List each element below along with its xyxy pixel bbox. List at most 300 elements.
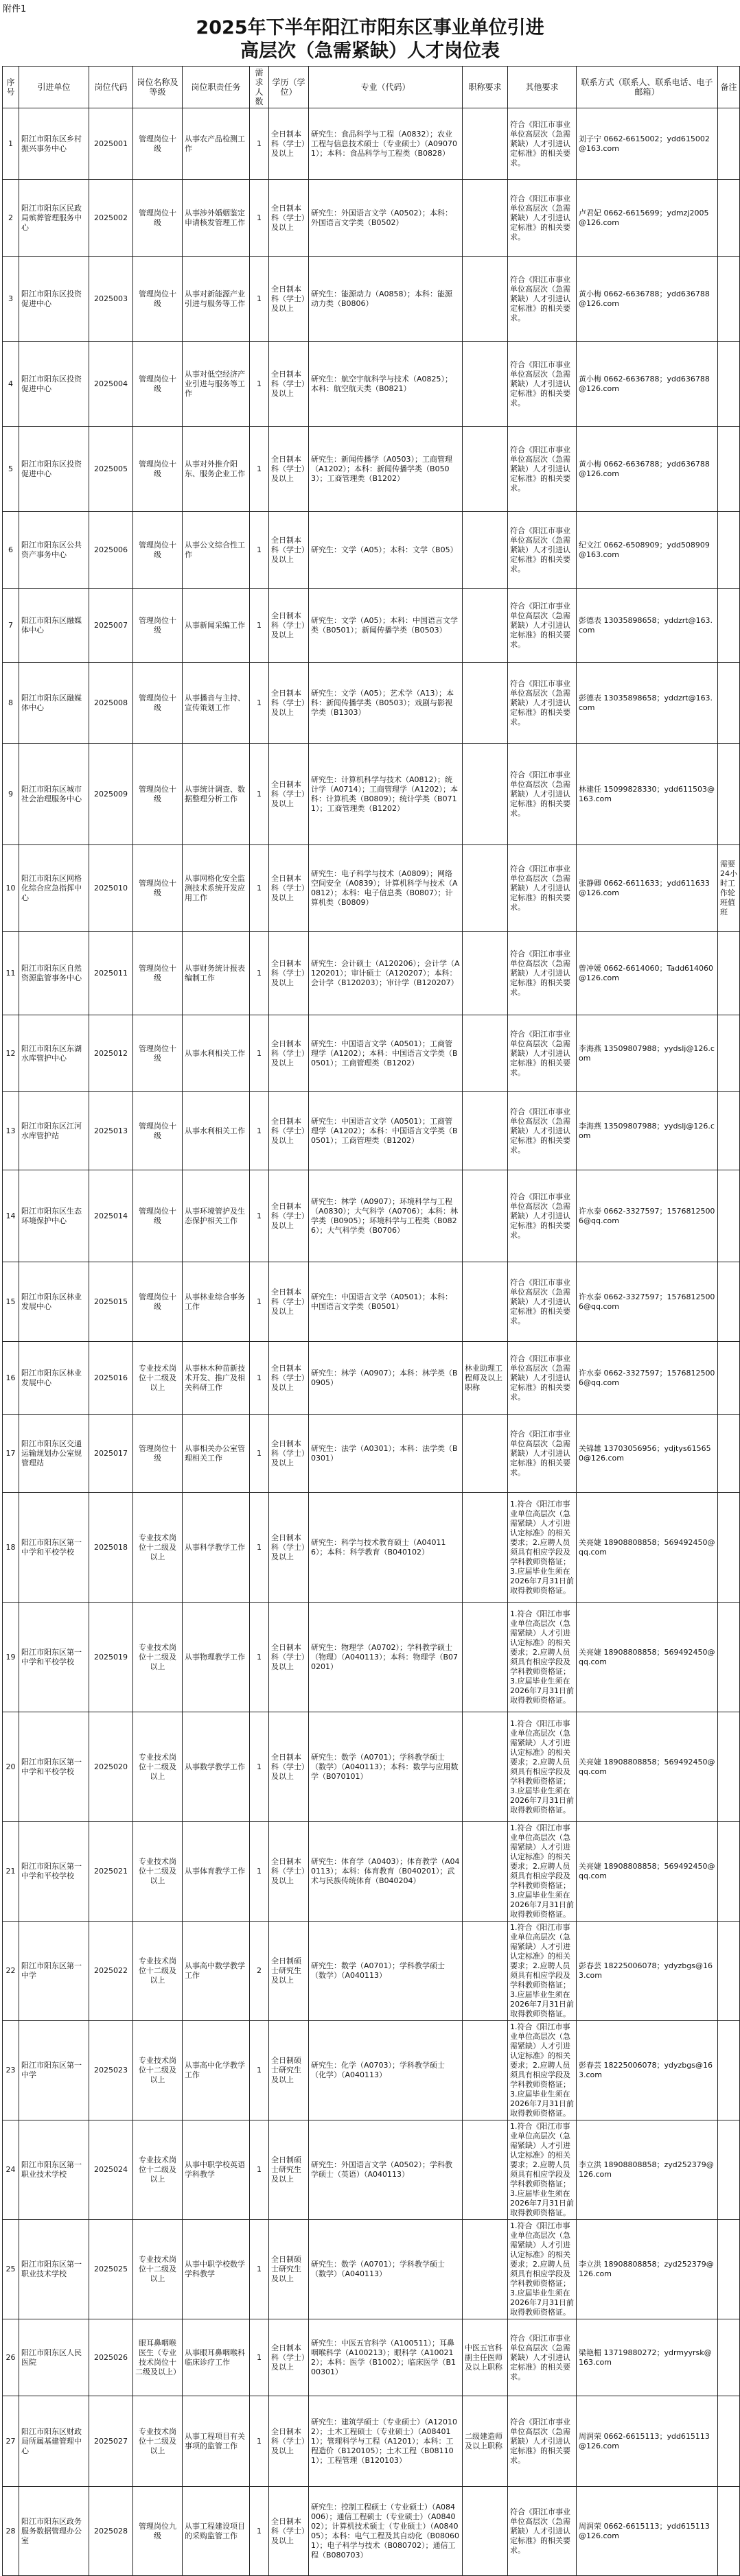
cell-title-req [463, 663, 508, 744]
cell-contact: 彭春芸 18225006078；ydyzbgs@163.com [577, 1922, 718, 2021]
cell-edu: 全日制本科（学士）及以上 [269, 845, 309, 932]
col-header-duty: 岗位职责任务 [183, 67, 250, 108]
cell-post: 管理岗位十级 [133, 845, 183, 932]
cell-num: 2 [250, 1922, 269, 2021]
cell-major: 研究生：科学与技术教育硕士（A040116）；本科：科学教育（B040102） [309, 1493, 463, 1603]
cell-post: 管理岗位十级 [133, 1092, 183, 1170]
cell-duty: 从事新闻采编工作 [183, 589, 250, 663]
cell-duty: 从事体育教学工作 [183, 1822, 250, 1922]
cell-no: 17 [3, 1415, 19, 1493]
cell-num: 1 [250, 1342, 269, 1415]
cell-remark [718, 257, 740, 342]
cell-remark [718, 1712, 740, 1822]
cell-code: 2025018 [89, 1493, 133, 1603]
cell-edu: 全日制本科（学士）及以上 [269, 1342, 309, 1415]
cell-major: 研究生：化学（A0703）；学科教学硕士（化学）（A040113） [309, 2021, 463, 2120]
cell-num: 1 [250, 427, 269, 512]
cell-num: 1 [250, 342, 269, 427]
cell-num: 1 [250, 744, 269, 845]
cell-major: 研究生：计算机科学与技术（A0812）；统计学（A0714）；工商管理学（A1202）；本科：计算机类（B0809）；统计学类（B0711）；工商管理类（B1202） [309, 744, 463, 845]
cell-major: 研究生：数学（A0701）；学科教学硕士（数学）（A040113）；本科：数学与应用数学（B070101） [309, 1712, 463, 1822]
cell-contact: 林建任 15099828330；ydd611503@163.com [577, 744, 718, 845]
col-header-unit: 引进单位 [19, 67, 89, 108]
cell-num: 1 [250, 2021, 269, 2120]
cell-num: 1 [250, 1170, 269, 1262]
cell-title-req [463, 845, 508, 932]
cell-no: 21 [3, 1822, 19, 1922]
cell-code: 2025023 [89, 2021, 133, 2120]
cell-major: 研究生：食品科学与工程（A0832）；农业工程与信息技术硕士（专业硕士）（A090701）；本科：食品科学与工程类（B0828） [309, 108, 463, 180]
cell-other: 符合《阳江市事业单位高层次（急需紧缺）人才引进认定标准》的相关要求。 [508, 663, 577, 744]
table-row [3, 512, 740, 589]
cell-title-req [463, 1712, 508, 1822]
cell-remark [718, 1015, 740, 1092]
cell-major: 研究生：新闻传播学（A0503）；工商管理（A1202）；本科：新闻传播学类（B0503）；工商管理类（B1202） [309, 427, 463, 512]
cell-major: 研究生：外国语言文学（A0502）；学科教学硕士（英语）（A040113） [309, 2120, 463, 2220]
cell-title-req [463, 1262, 508, 1342]
table-row [3, 108, 740, 180]
cell-num: 1 [250, 2487, 269, 2576]
col-header-no: 序号 [3, 67, 19, 108]
cell-duty: 从事水利相关工作 [183, 1015, 250, 1092]
cell-code: 2025011 [89, 932, 133, 1015]
cell-edu: 全日制硕士研究生及以上 [269, 1922, 309, 2021]
cell-title-req [463, 2021, 508, 2120]
cell-post: 管理岗位十级 [133, 1015, 183, 1092]
cell-major: 研究生：中国语言文学（A0501）；工商管理学（A1202）；本科：中国语言文学类（B0501）；工商管理类（B1202） [309, 1015, 463, 1092]
table-row [3, 589, 740, 663]
cell-no: 28 [3, 2487, 19, 2576]
table-row [3, 1015, 740, 1092]
cell-contact: 周润荣 0662-6615113；ydd615113@126.com [577, 2487, 718, 2576]
cell-post: 管理岗位十级 [133, 1415, 183, 1493]
cell-major: 研究生：物理学（A0702）；学科教学硕士（物理）（A040113）；本科：物理学（B070201） [309, 1603, 463, 1712]
cell-contact: 李海燕 13509807988；yydslj@126.com [577, 1092, 718, 1170]
cell-duty: 从事相关办公室管理相关工作 [183, 1415, 250, 1493]
cell-code: 2025020 [89, 1712, 133, 1822]
cell-no: 3 [3, 257, 19, 342]
cell-other: 符合《阳江市事业单位高层次（急需紧缺）人才引进认定标准》的相关要求。 [508, 1262, 577, 1342]
cell-remark [718, 427, 740, 512]
cell-post: 专业技术岗位十二级及以上 [133, 1822, 183, 1922]
cell-num: 1 [250, 180, 269, 257]
cell-contact: 关亮婕 18908808858；569492450@qq.com [577, 1822, 718, 1922]
cell-post: 管理岗位十级 [133, 1262, 183, 1342]
col-header-other: 其他要求 [508, 67, 577, 108]
cell-other: 符合《阳江市事业单位高层次（急需紧缺）人才引进认定标准》的相关要求。 [508, 932, 577, 1015]
cell-major: 研究生：建筑学硕士（专业硕士）（A120102）；土木工程硕士（专业硕士）（A084011）；管理科学与工程（A1201）；本科：工程造价（B120105）；土木工程（B081101）；工程管理（B120103） [309, 2396, 463, 2487]
cell-title-req [463, 2220, 508, 2319]
cell-code: 2025003 [89, 257, 133, 342]
cell-contact: 关亮婕 18908808858；569492450@qq.com [577, 1493, 718, 1603]
table-row [3, 2487, 740, 2576]
cell-remark [718, 744, 740, 845]
cell-edu: 全日制硕士研究生及以上 [269, 2220, 309, 2319]
cell-post: 专业技术岗位十二级及以上 [133, 2220, 183, 2319]
cell-unit: 阳江市阳东区政务服务数据管理办公室 [19, 2487, 89, 2576]
cell-major: 研究生：会计硕士（A120206）；会计学（A120201）；审计硕士（A120207）；本科：会计学（B120203）；审计学（B120207） [309, 932, 463, 1015]
cell-edu: 全日制本科（学士）及以上 [269, 1415, 309, 1493]
cell-code: 2025027 [89, 2396, 133, 2487]
cell-other: 1.符合《阳江市事业单位高层次（急需紧缺）人才引进认定标准》的相关要求；2.应聘人员须具有相应学段及学科教师资格证；3.应届毕业生须在2026年7月31日前取得教师资格证。 [508, 2120, 577, 2220]
cell-unit: 阳江市阳东区网格化综合应急指挥中心 [19, 845, 89, 932]
cell-unit: 阳江市阳东区投资促进中心 [19, 427, 89, 512]
cell-unit: 阳江市阳东区财政局所属基建管理中心 [19, 2396, 89, 2487]
cell-no: 27 [3, 2396, 19, 2487]
cell-duty: 从事涉外婚姻鉴定申请核发管理工作 [183, 180, 250, 257]
cell-code: 2025013 [89, 1092, 133, 1170]
table-row [3, 1092, 740, 1170]
cell-remark [718, 932, 740, 1015]
cell-contact: 李立洪 18908808858；zyd252379@126.com [577, 2120, 718, 2220]
cell-remark [718, 2396, 740, 2487]
cell-post: 专业技术岗位十二级及以上 [133, 2021, 183, 2120]
table-row [3, 1712, 740, 1822]
cell-post: 管理岗位九级 [133, 2487, 183, 2576]
cell-title-req [463, 1493, 508, 1603]
cell-edu: 全日制本科（学士）及以上 [269, 1712, 309, 1822]
cell-contact: 彭德表 13035898658；yddzrt@163.com [577, 663, 718, 744]
cell-contact: 关亮婕 18908808858；569492450@qq.com [577, 1603, 718, 1712]
cell-major: 研究生：法学（A0301）；本科：法学类（B0301） [309, 1415, 463, 1493]
cell-post: 管理岗位十级 [133, 589, 183, 663]
col-header-title-req: 职称要求 [463, 67, 508, 108]
cell-contact: 纪文江 0662-6508909；ydd508909@163.com [577, 512, 718, 589]
cell-other: 符合《阳江市事业单位高层次（急需紧缺）人才引进认定标准》的相关要求。 [508, 2487, 577, 2576]
cell-unit: 阳江市阳东区东湖水库管护中心 [19, 1015, 89, 1092]
cell-duty: 从事高中化学教学工作 [183, 2021, 250, 2120]
col-header-code: 岗位代码 [89, 67, 133, 108]
cell-code: 2025026 [89, 2319, 133, 2396]
cell-code: 2025008 [89, 663, 133, 744]
cell-contact: 许水泰 0662-3327597；15768125006@qq.com [577, 1262, 718, 1342]
page-title: 2025年下半年阳江市阳东区事业单位引进 [196, 17, 544, 38]
cell-code: 2025016 [89, 1342, 133, 1415]
cell-other: 符合《阳江市事业单位高层次（急需紧缺）人才引进认定标准》的相关要求。 [508, 257, 577, 342]
cell-title-req [463, 1822, 508, 1922]
cell-unit: 阳江市阳东区融媒体中心 [19, 589, 89, 663]
cell-unit: 阳江市阳东区林业发展中心 [19, 1262, 89, 1342]
cell-remark [718, 180, 740, 257]
cell-post: 管理岗位十级 [133, 257, 183, 342]
cell-unit: 阳江市阳东区第一中学 [19, 1922, 89, 2021]
cell-post: 管理岗位十级 [133, 342, 183, 427]
cell-post: 管理岗位十级 [133, 108, 183, 180]
cell-code: 2025012 [89, 1015, 133, 1092]
cell-num: 1 [250, 845, 269, 932]
cell-major: 研究生：航空宇航科学与技术（A0825）；本科：航空航天类（B0821） [309, 342, 463, 427]
cell-duty: 从事财务统计报表编制工作 [183, 932, 250, 1015]
cell-remark [718, 2220, 740, 2319]
cell-unit: 阳江市阳东区第一职业技术学校 [19, 2120, 89, 2220]
cell-no: 12 [3, 1015, 19, 1092]
cell-remark [718, 2319, 740, 2396]
cell-no: 20 [3, 1712, 19, 1822]
cell-edu: 全日制本科（学士）及以上 [269, 1170, 309, 1262]
cell-title-req [463, 108, 508, 180]
cell-post: 专业技术岗位十二级及以上 [133, 2120, 183, 2220]
cell-title-req [463, 2120, 508, 2220]
cell-major: 研究生：中国语言文学（A0501）；工商管理学（A1202）；本科：中国语言文学类（B0501）；工商管理类（B1202） [309, 1092, 463, 1170]
cell-num: 1 [250, 1015, 269, 1092]
cell-no: 7 [3, 589, 19, 663]
cell-unit: 阳江市阳东区第一中学和平校学校 [19, 1493, 89, 1603]
cell-title-req [463, 744, 508, 845]
cell-code: 2025014 [89, 1170, 133, 1262]
cell-contact: 曾冲媛 0662-6614060；Tadd614060@126.com [577, 932, 718, 1015]
cell-major: 研究生：林学（A0907）；环境科学与工程（A0830）；大气科学（A0706）；本科：林学类（B0905）；环境科学与工程类（B0826）；大气科学类（B0706） [309, 1170, 463, 1262]
cell-unit: 阳江市阳东区自然资源监管事务中心 [19, 932, 89, 1015]
cell-major: 研究生：文学（A05）；艺术学（A13）；本科：新闻传播学类（B0503）；戏剧与影视学类（B1303） [309, 663, 463, 744]
cell-title-req [463, 427, 508, 512]
table-row [3, 1922, 740, 2021]
table-row [3, 1415, 740, 1493]
cell-duty: 从事数学教学工作 [183, 1712, 250, 1822]
table-body [3, 108, 740, 2576]
cell-major: 研究生：中医五官科学（A100511）；耳鼻咽喉科学（A100213）；眼科学（A100212）；本科：医学（B1002）；临床医学（B100301） [309, 2319, 463, 2396]
table-row [3, 180, 740, 257]
cell-edu: 全日制本科（学士）及以上 [269, 1493, 309, 1603]
cell-title-req [463, 1015, 508, 1092]
cell-unit: 阳江市阳东区投资促进中心 [19, 342, 89, 427]
cell-unit: 阳江市阳东区第一中学和平校学校 [19, 1712, 89, 1822]
table-row [3, 744, 740, 845]
cell-remark [718, 2120, 740, 2220]
table-row [3, 427, 740, 512]
table-row [3, 1493, 740, 1603]
cell-post: 管理岗位十级 [133, 1170, 183, 1262]
cell-num: 1 [250, 2120, 269, 2220]
cell-post: 专业技术岗位十二级及以上 [133, 1493, 183, 1603]
cell-title-req [463, 342, 508, 427]
cell-no: 25 [3, 2220, 19, 2319]
col-header-remark: 备注 [718, 67, 740, 108]
table-row [3, 2220, 740, 2319]
cell-remark [718, 1342, 740, 1415]
cell-duty: 从事工程建设项目的采购监管工作 [183, 2487, 250, 2576]
cell-num: 1 [250, 1262, 269, 1342]
cell-title-req [463, 1415, 508, 1493]
table-row [3, 2120, 740, 2220]
cell-code: 2025021 [89, 1822, 133, 1922]
cell-duty: 从事工程项目有关事项的监管工作 [183, 2396, 250, 2487]
cell-remark [718, 2021, 740, 2120]
cell-code: 2025005 [89, 427, 133, 512]
cell-edu: 全日制本科（学士）及以上 [269, 932, 309, 1015]
cell-major: 研究生：电子科学与技术（A0809）；网络空间安全（A0839）；计算机科学与技术（A0812）；本科：电子信息类（B0807）；计算机类（B0809） [309, 845, 463, 932]
cell-title-req: 林业助理工程师及以上职称 [463, 1342, 508, 1415]
cell-unit: 阳江市阳东区人民医院 [19, 2319, 89, 2396]
cell-other: 符合《阳江市事业单位高层次（急需紧缺）人才引进认定标准》的相关要求。 [508, 1170, 577, 1262]
cell-unit: 阳江市阳东区城市社会治理服务中心 [19, 744, 89, 845]
cell-code: 2025006 [89, 512, 133, 589]
cell-no: 9 [3, 744, 19, 845]
cell-post: 专业技术岗位十二级及以上 [133, 1603, 183, 1712]
cell-title-req [463, 932, 508, 1015]
cell-duty: 从事对低空经济产业引进与服务等工作 [183, 342, 250, 427]
cell-code: 2025004 [89, 342, 133, 427]
cell-num: 1 [250, 1493, 269, 1603]
cell-no: 15 [3, 1262, 19, 1342]
cell-contact: 刘子宁 0662-6615002；ydd615002@163.com [577, 108, 718, 180]
cell-num: 1 [250, 663, 269, 744]
cell-major: 研究生：文学（A05）；本科：文学（B05） [309, 512, 463, 589]
cell-contact: 黄小梅 0662-6636788；ydd636788@126.com [577, 427, 718, 512]
cell-code: 2025009 [89, 744, 133, 845]
table-row [3, 342, 740, 427]
cell-remark [718, 512, 740, 589]
cell-remark [718, 108, 740, 180]
cell-code: 2025015 [89, 1262, 133, 1342]
cell-no: 16 [3, 1342, 19, 1415]
cell-post: 管理岗位十级 [133, 663, 183, 744]
cell-contact: 梁艳楣 13719880272；ydrmyyrsk@163.com [577, 2319, 718, 2396]
cell-post: 管理岗位十级 [133, 427, 183, 512]
cell-major: 研究生：控制工程硕士（专业硕士）（A084006）；通信工程硕士（专业硕士）（A084002）；计算机技术硕士（专业硕士）（A084005）；本科：电气工程及其自动化（B080601）；电子科学与技术（B080702）；通信工程（B080703） [309, 2487, 463, 2576]
cell-duty: 从事网格化安全监测技术系统开发应用工作 [183, 845, 250, 932]
cell-edu: 全日制本科（学士）及以上 [269, 342, 309, 427]
cell-unit: 阳江市阳东区交通运输规划办公室规管理站 [19, 1415, 89, 1493]
cell-post: 管理岗位十级 [133, 744, 183, 845]
cell-contact: 李海燕 13509807988；yydslj@126.com [577, 1015, 718, 1092]
cell-edu: 全日制本科（学士）及以上 [269, 744, 309, 845]
cell-other: 符合《阳江市事业单位高层次（急需紧缺）人才引进认定标准》的相关要求。 [508, 180, 577, 257]
cell-edu: 全日制本科（学士）及以上 [269, 1015, 309, 1092]
cell-duty: 从事林业综合事务工作 [183, 1262, 250, 1342]
cell-remark [718, 1493, 740, 1603]
cell-title-req [463, 2487, 508, 2576]
cell-other: 符合《阳江市事业单位高层次（急需紧缺）人才引进认定标准》的相关要求。 [508, 427, 577, 512]
cell-num: 1 [250, 1822, 269, 1922]
cell-contact: 彭德表 13035898658；yddzrt@163.com [577, 589, 718, 663]
cell-other: 符合《阳江市事业单位高层次（急需紧缺）人才引进认定标准》的相关要求。 [508, 1415, 577, 1493]
cell-unit: 阳江市阳东区民政局殡葬管理服务中心 [19, 180, 89, 257]
cell-contact: 关亮婕 18908808858；569492450@qq.com [577, 1712, 718, 1822]
table-row [3, 845, 740, 932]
cell-code: 2025007 [89, 589, 133, 663]
attachment-label: 附件1 [3, 4, 27, 14]
cell-other: 符合《阳江市事业单位高层次（急需紧缺）人才引进认定标准》的相关要求。 [508, 1342, 577, 1415]
cell-no: 11 [3, 932, 19, 1015]
cell-other: 符合《阳江市事业单位高层次（急需紧缺）人才引进认定标准》的相关要求。 [508, 589, 577, 663]
cell-other: 符合《阳江市事业单位高层次（急需紧缺）人才引进认定标准》的相关要求。 [508, 2319, 577, 2396]
cell-title-req: 中医五官科副主任医师及以上职称 [463, 2319, 508, 2396]
cell-code: 2025002 [89, 180, 133, 257]
table-row [3, 1603, 740, 1712]
cell-num: 1 [250, 932, 269, 1015]
cell-remark [718, 342, 740, 427]
cell-edu: 全日制本科（学士）及以上 [269, 180, 309, 257]
cell-post: 管理岗位十级 [133, 512, 183, 589]
cell-post: 专业技术岗位十二级及以上 [133, 2396, 183, 2487]
table-row [3, 2021, 740, 2120]
cell-unit: 阳江市阳东区第一职业技术学校 [19, 2220, 89, 2319]
cell-post: 管理岗位十级 [133, 180, 183, 257]
cell-remark [718, 1092, 740, 1170]
cell-num: 1 [250, 2220, 269, 2319]
cell-edu: 全日制本科（学士）及以上 [269, 1603, 309, 1712]
table-row [3, 932, 740, 1015]
cell-edu: 全日制本科（学士）及以上 [269, 1092, 309, 1170]
cell-other: 1.符合《阳江市事业单位高层次（急需紧缺）人才引进认定标准》的相关要求；2.应聘人员须具有相应学段及学科教师资格证；3.应届毕业生须在2026年7月31日前取得教师资格证。 [508, 2021, 577, 2120]
cell-no: 10 [3, 845, 19, 932]
cell-post: 专业技术岗位十二级及以上 [133, 1922, 183, 2021]
cell-code: 2025019 [89, 1603, 133, 1712]
cell-other: 符合《阳江市事业单位高层次（急需紧缺）人才引进认定标准》的相关要求。 [508, 1092, 577, 1170]
cell-unit: 阳江市阳东区投资促进中心 [19, 257, 89, 342]
cell-other: 1.符合《阳江市事业单位高层次（急需紧缺）人才引进认定标准》的相关要求；2.应聘人员须具有相应学段及学科教师资格证；3.应届毕业生须在2026年7月31日前取得教师资格证。 [508, 1822, 577, 1922]
cell-remark [718, 1170, 740, 1262]
cell-other: 1.符合《阳江市事业单位高层次（急需紧缺）人才引进认定标准》的相关要求；2.应聘人员须具有相应学段及学科教师资格证；3.应届毕业生须在2026年7月31日前取得教师资格证。 [508, 1603, 577, 1712]
cell-edu: 全日制本科（学士）及以上 [269, 2396, 309, 2487]
cell-title-req [463, 1092, 508, 1170]
cell-edu: 全日制本科（学士）及以上 [269, 589, 309, 663]
cell-duty: 从事高中数学教学工作 [183, 1922, 250, 2021]
cell-no: 23 [3, 2021, 19, 2120]
cell-post: 专业技术岗位十二级及以上 [133, 1342, 183, 1415]
cell-code: 2025022 [89, 1922, 133, 2021]
cell-no: 22 [3, 1922, 19, 2021]
cell-major: 研究生：外国语言文学（A0502）；本科：外国语言文学类（B0502） [309, 180, 463, 257]
cell-no: 1 [3, 108, 19, 180]
cell-unit: 阳江市阳东区林业发展中心 [19, 1342, 89, 1415]
cell-remark [718, 1822, 740, 1922]
cell-duty: 从事林木种苗新技术开发、推广及相关科研工作 [183, 1342, 250, 1415]
page-subtitle: 高层次（急需紧缺）人才岗位表 [240, 40, 500, 62]
cell-edu: 全日制本科（学士）及以上 [269, 427, 309, 512]
cell-num: 1 [250, 589, 269, 663]
cell-edu: 全日制本科（学士）及以上 [269, 512, 309, 589]
cell-other: 符合《阳江市事业单位高层次（急需紧缺）人才引进认定标准》的相关要求。 [508, 845, 577, 932]
col-header-contact: 联系方式（联系人、联系电话、电子邮箱） [577, 67, 718, 108]
cell-duty: 从事播音与主持、宣传策划工作 [183, 663, 250, 744]
cell-other: 符合《阳江市事业单位高层次（急需紧缺）人才引进认定标准》的相关要求。 [508, 2396, 577, 2487]
cell-no: 14 [3, 1170, 19, 1262]
cell-other: 符合《阳江市事业单位高层次（急需紧缺）人才引进认定标准》的相关要求。 [508, 342, 577, 427]
table-row [3, 257, 740, 342]
cell-code: 2025028 [89, 2487, 133, 2576]
cell-num: 1 [250, 2396, 269, 2487]
cell-unit: 阳江市阳东区公共资产事务中心 [19, 512, 89, 589]
cell-contact: 彭春芸 18225006078；ydyzbgs@163.com [577, 2021, 718, 2120]
cell-no: 6 [3, 512, 19, 589]
cell-major: 研究生：体育学（A0403）；体育教学（A040113）；本科：体育教育（B040201）；武术与民族传统体育（B040204） [309, 1822, 463, 1922]
cell-other: 1.符合《阳江市事业单位高层次（急需紧缺）人才引进认定标准》的相关要求；2.应聘人员须具有相应学段及学科教师资格证；3.应届毕业生须在2026年7月31日前取得教师资格证。 [508, 1493, 577, 1603]
col-header-edu: 学历（学位） [269, 67, 309, 108]
col-header-major: 专业（代码） [309, 67, 463, 108]
cell-duty: 从事科学教学工作 [183, 1493, 250, 1603]
cell-contact: 李立洪 18908808858；zyd252379@126.com [577, 2220, 718, 2319]
cell-edu: 全日制本科（学士）及以上 [269, 108, 309, 180]
cell-remark [718, 1262, 740, 1342]
cell-num: 1 [250, 257, 269, 342]
cell-major: 研究生：中国语言文学（A0501）；本科：中国语言文学类（B0501） [309, 1262, 463, 1342]
cell-edu: 全日制硕士研究生及以上 [269, 2120, 309, 2220]
cell-post: 眼耳鼻咽喉医生（专业技术岗位十二级及以上） [133, 2319, 183, 2396]
cell-no: 8 [3, 663, 19, 744]
cell-no: 5 [3, 427, 19, 512]
cell-contact: 黄小梅 0662-6636788；ydd636788@126.com [577, 257, 718, 342]
cell-edu: 全日制本科（学士）及以上 [269, 663, 309, 744]
cell-contact: 黄小梅 0662-6636788；ydd636788@126.com [577, 342, 718, 427]
cell-code: 2025001 [89, 108, 133, 180]
cell-edu: 全日制硕士研究生及以上 [269, 2021, 309, 2120]
cell-unit: 阳江市阳东区融媒体中心 [19, 663, 89, 744]
cell-major: 研究生：林学（A0907）；本科：林学类（B0905） [309, 1342, 463, 1415]
table-header-row [3, 67, 740, 108]
cell-num: 1 [250, 1603, 269, 1712]
table-row [3, 1170, 740, 1262]
